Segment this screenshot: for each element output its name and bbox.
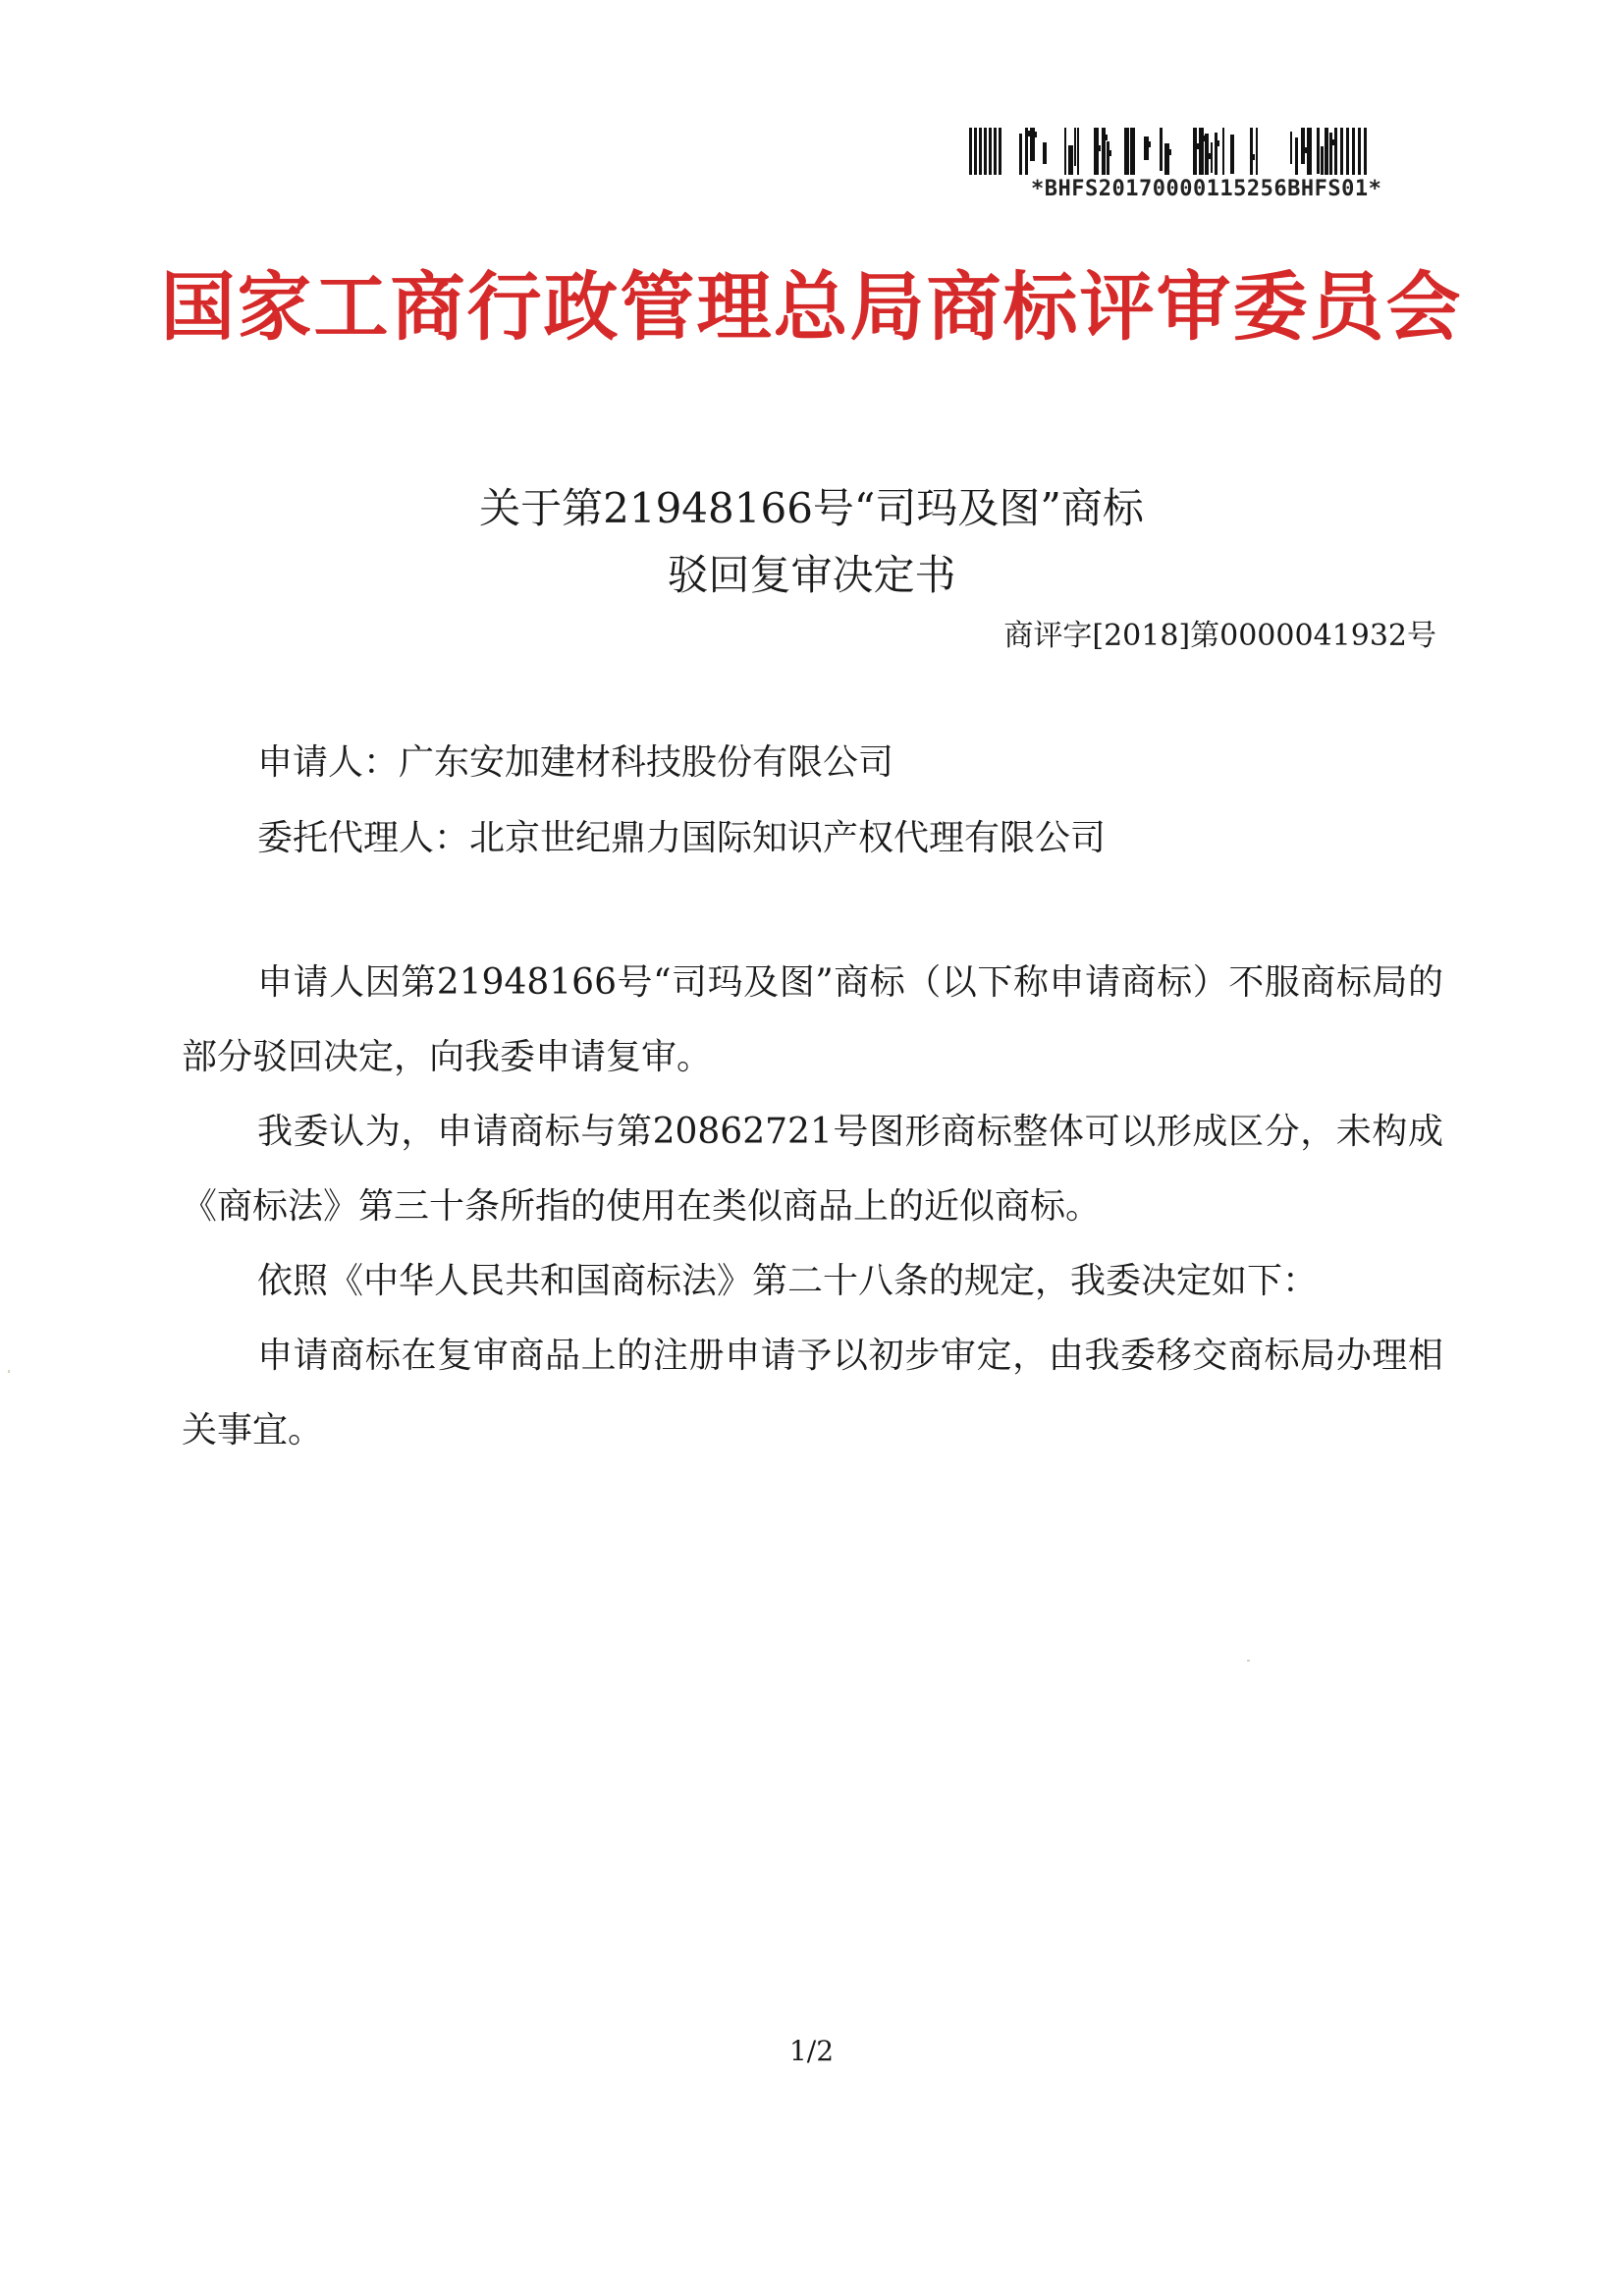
barcode-text: *BHFS20170000115256BHFS01* — [1031, 177, 1382, 201]
scan-speck — [1247, 1660, 1250, 1662]
agent-line: 委托代理人：北京世纪鼎力国际知识产权代理有限公司 — [257, 818, 1107, 858]
barcode-icon — [967, 126, 1378, 177]
decision-body — [182, 946, 1443, 1468]
barcode-block — [967, 126, 1382, 201]
document-title-line-1: 关于第21948166号“司玛及图”商标 — [479, 484, 1144, 532]
body-paragraph: 依照《中华人民共和国商标法》第二十八条的规定，我委决定如下： — [257, 1261, 1319, 1301]
scan-speck — [8, 1370, 10, 1373]
body-paragraph: 申请商标在复审商品上的注册申请予以初步审定，由我委移交商标局办理相关事宜。 — [182, 1336, 1443, 1450]
organization-header: 国家工商行政管理总局商标评审委员会 — [160, 263, 1463, 351]
document-title-line-2: 驳回复审决定书 — [667, 551, 956, 599]
body-paragraph: 申请人因第21948166号“司玛及图”商标（以下称申请商标）不服商标局的部分驳回决定，向我委申请复审。 — [182, 962, 1443, 1077]
body-paragraph: 我委认为，申请商标与第20862721号图形商标整体可以形成区分，未构成《商标法》第三十条所指的使用在类似商品上的近似商标。 — [182, 1112, 1443, 1227]
page-number: 1/2 — [788, 2035, 835, 2067]
decision-number: 商评字[2018]第0000041932号 — [1003, 619, 1436, 653]
applicant-line: 申请人：广东安加建材科技股份有限公司 — [257, 742, 894, 783]
